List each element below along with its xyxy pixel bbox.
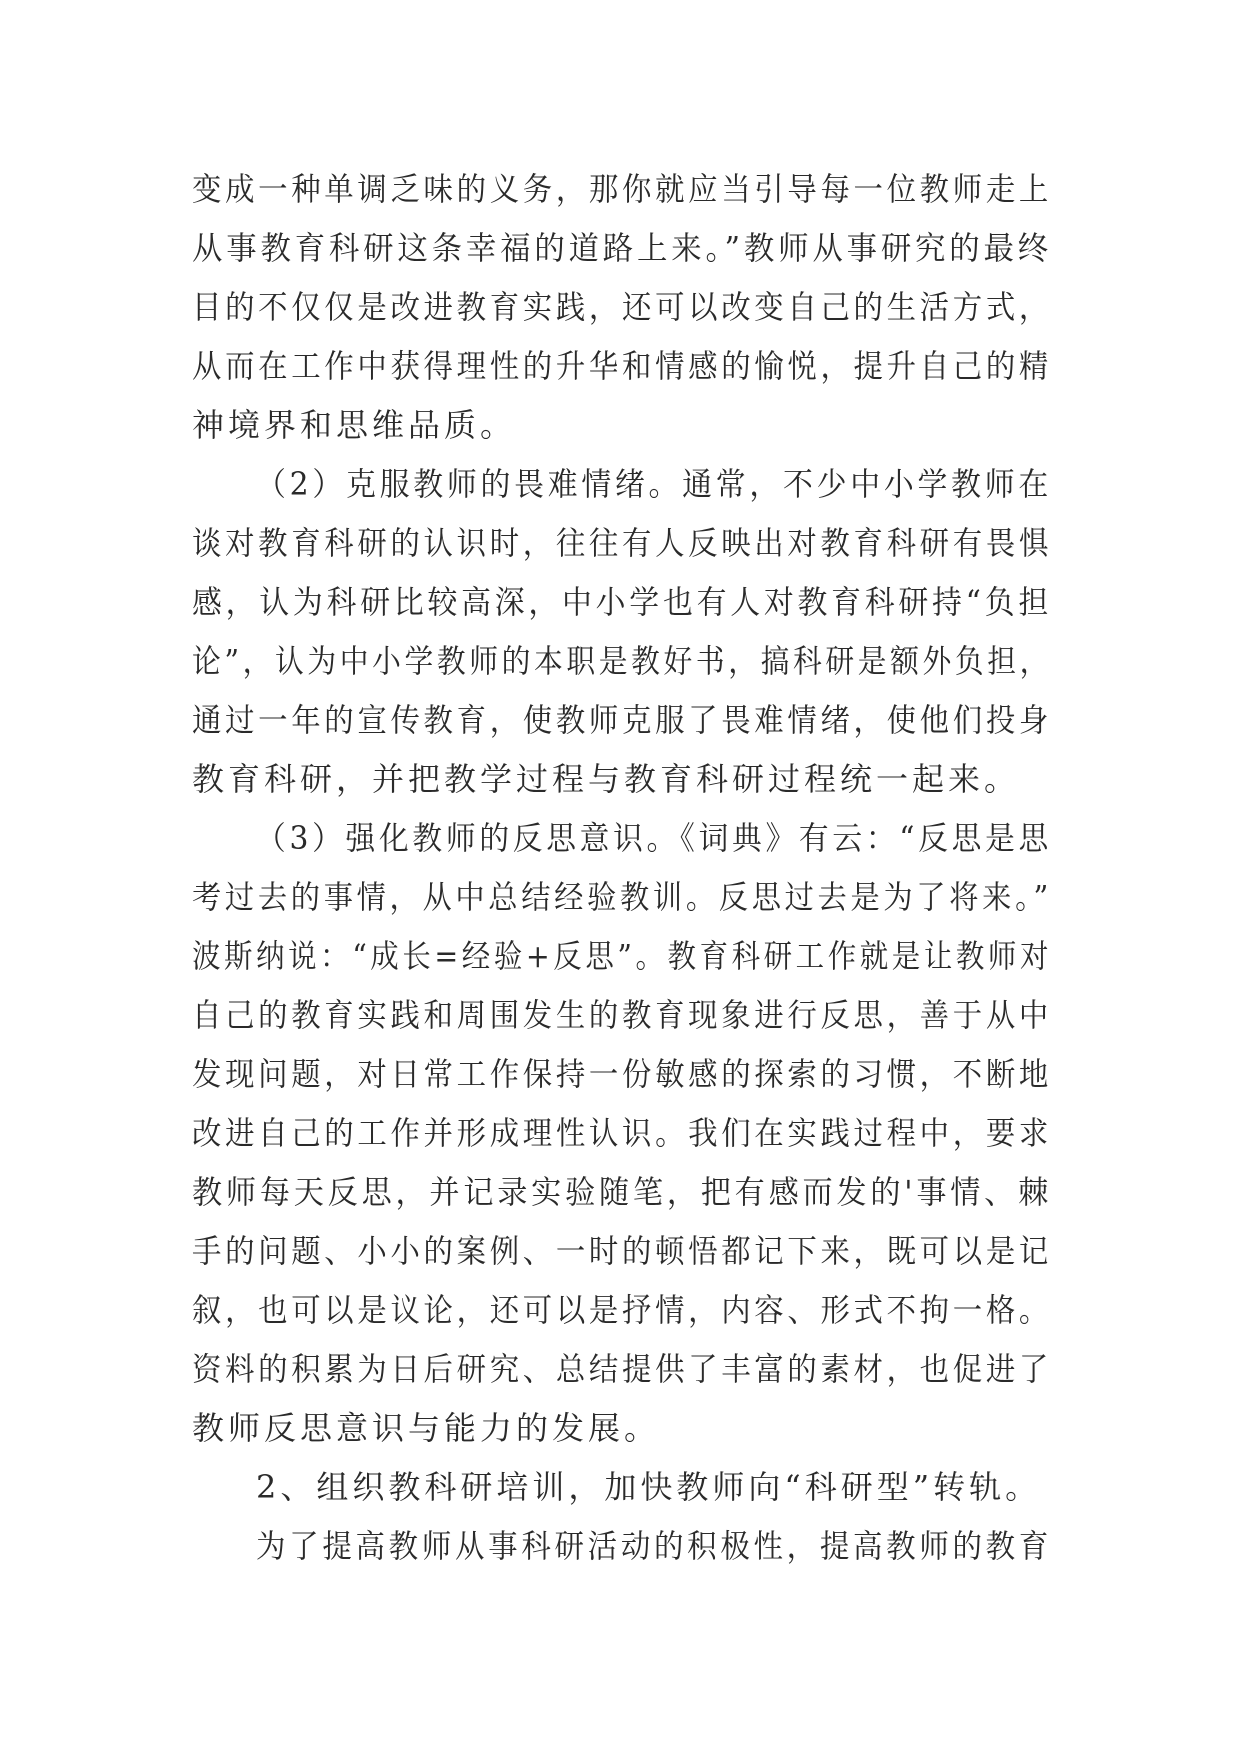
document-body bbox=[192, 160, 1052, 1576]
text-line: 改进自己的工作并形成理性认识。我们在实践过程中，要求 bbox=[192, 1114, 1052, 1152]
text-line: 通过一年的宣传教育，使教师克服了畏难情绪，使他们投身 bbox=[192, 701, 1052, 739]
text-line: 神境界和思维品质。 bbox=[192, 406, 517, 444]
text-line: 谈对教育科研的认识时，往往有人反映出对教育科研有畏惧 bbox=[192, 524, 1052, 562]
paragraph-heading-3: （3）强化教师的反思意识。《词典》有云：“反思是思 bbox=[256, 819, 1052, 857]
text-line: 自己的教育实践和周围发生的教育现象进行反思，善于从中 bbox=[192, 996, 1052, 1034]
text-line: 教育科研，并把教学过程与教育科研过程统一起来。 bbox=[192, 760, 1021, 798]
text-line: 为了提高教师从事科研活动的积极性，提高教师的教育 bbox=[256, 1527, 1052, 1565]
text-line: 论”，认为中小学教师的本职是教好书，搞科研是额外负担， bbox=[192, 642, 1052, 680]
text-line: 目的不仅仅是改进教育实践，还可以改变自己的生活方式， bbox=[192, 288, 1052, 326]
text-line: 发现问题，对日常工作保持一份敏感的探索的习惯，不断地 bbox=[192, 1055, 1052, 1093]
text-line: 教师反思意识与能力的发展。 bbox=[192, 1409, 661, 1447]
text-line: 教师每天反思，并记录实验随笔，把有感而发的'事情、棘 bbox=[192, 1173, 1052, 1211]
section-heading-2: 2、组织教科研培训，加快教师向“科研型”转轨。 bbox=[256, 1468, 1042, 1506]
paragraph-heading-2: （2）克服教师的畏难情绪。通常，不少中小学教师在 bbox=[256, 465, 1052, 503]
text-line: 资料的积累为日后研究、总结提供了丰富的素材，也促进了 bbox=[192, 1350, 1052, 1388]
text-line: 叙，也可以是议论，还可以是抒情，内容、形式不拘一格。 bbox=[192, 1291, 1052, 1329]
text-line: 波斯纳说：“成长=经验+反思”。教育科研工作就是让教师对 bbox=[192, 937, 1052, 975]
text-line: 从而在工作中获得理性的升华和情感的愉悦，提升自己的精 bbox=[192, 347, 1052, 385]
text-line: 从事教育科研这条幸福的道路上来。”教师从事研究的最终 bbox=[192, 229, 1052, 267]
text-line: 感，认为科研比较高深，中小学也有人对教育科研持“负担 bbox=[192, 583, 1052, 621]
text-line: 考过去的事情，从中总结经验教训。反思过去是为了将来。” bbox=[192, 878, 1052, 916]
text-line: 手的问题、小小的案例、一时的顿悟都记下来，既可以是记 bbox=[192, 1232, 1052, 1270]
text-line: 变成一种单调乏味的义务，那你就应当引导每一位教师走上 bbox=[192, 170, 1052, 208]
